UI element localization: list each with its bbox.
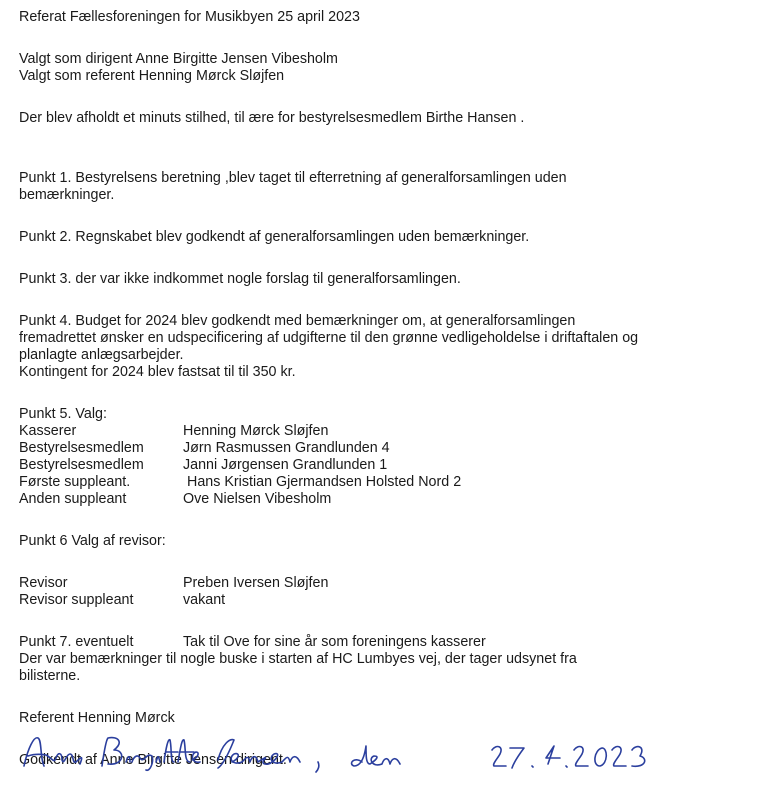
election-name: Jørn Rasmussen Grandlunden 4 — [183, 440, 390, 456]
referent-sign: Referent Henning Mørck — [19, 710, 175, 726]
election-role: Kasserer — [19, 423, 77, 439]
punkt4-line: planlagte anlægsarbejder. — [19, 347, 184, 363]
referent-line: Valgt som referent Henning Mørck Sløjfen — [19, 68, 285, 84]
punkt7-text: Tak til Ove for sine år som foreningens kasserer — [183, 634, 486, 650]
revisor-row — [19, 575, 769, 592]
revisor-role: Revisor suppleant — [19, 592, 134, 608]
document-body — [19, 9, 769, 769]
handwritten-signature — [18, 728, 658, 778]
document-title: Referat Fællesforeningen for Musikbyen 25 april 2023 — [19, 9, 360, 25]
election-name: Henning Mørck Sløjfen — [183, 423, 329, 439]
revisor-name: Preben Iversen Sløjfen — [183, 575, 329, 591]
election-row — [19, 440, 769, 457]
signature-ink — [18, 728, 658, 778]
punkt6-heading: Punkt 6 Valg af revisor: — [19, 533, 166, 549]
punkt3-line: Punkt 3. der var ikke indkommet nogle forslag til generalforsamlingen. — [19, 271, 461, 287]
punkt2-line: Punkt 2. Regnskabet blev godkendt af generalforsamlingen uden bemærkninger. — [19, 229, 530, 245]
revisor-role: Revisor — [19, 575, 68, 591]
election-role: Anden suppleant — [19, 491, 127, 507]
revisor-row — [19, 592, 769, 609]
punkt4-line: fremadrettet ønsker en udspecificering af udgifterne til den grønne vedligeholdelse i driftaftalen og — [19, 330, 639, 346]
election-row — [19, 423, 769, 440]
election-name: Hans Kristian Gjermandsen Holsted Nord 2 — [187, 474, 462, 490]
punkt7-row — [19, 634, 769, 651]
election-row — [19, 457, 769, 474]
punkt7-line: bilisterne. — [19, 668, 81, 684]
election-name: Ove Nielsen Vibesholm — [183, 491, 332, 507]
dirigent-line: Valgt som dirigent Anne Birgitte Jensen Vibesholm — [19, 51, 338, 67]
election-row — [19, 491, 769, 508]
punkt4-line: Kontingent for 2024 blev fastsat til til 350 kr. — [19, 364, 296, 380]
punkt7-line: Der var bemærkninger til nogle buske i starten af HC Lumbyes vej, der tager udsynet fra — [19, 651, 577, 667]
election-role: Første suppleant. — [19, 474, 131, 490]
revisor-name: vakant — [183, 592, 226, 608]
election-role: Bestyrelsesmedlem — [19, 440, 144, 456]
stilhed-line: Der blev afholdt et minuts stilhed, til ære for bestyrelsesmedlem Birthe Hansen . — [19, 110, 525, 126]
punkt1-line: bemærkninger. — [19, 187, 115, 203]
election-row — [19, 474, 769, 491]
election-name: Janni Jørgensen Grandlunden 1 — [183, 457, 388, 473]
punkt4-line: Punkt 4. Budget for 2024 blev godkendt med bemærkninger om, at generalforsamlingen — [19, 313, 576, 329]
punkt1-line: Punkt 1. Bestyrelsens beretning ,blev taget til efterretning af generalforsamlingen uden — [19, 170, 567, 186]
punkt5-heading: Punkt 5. Valg: — [19, 406, 107, 422]
punkt7-label: Punkt 7. eventuelt — [19, 634, 134, 650]
election-role: Bestyrelsesmedlem — [19, 457, 144, 473]
godkendt-line: Godkendt af Anne Birgitte Jensen dirigent. — [19, 752, 287, 768]
